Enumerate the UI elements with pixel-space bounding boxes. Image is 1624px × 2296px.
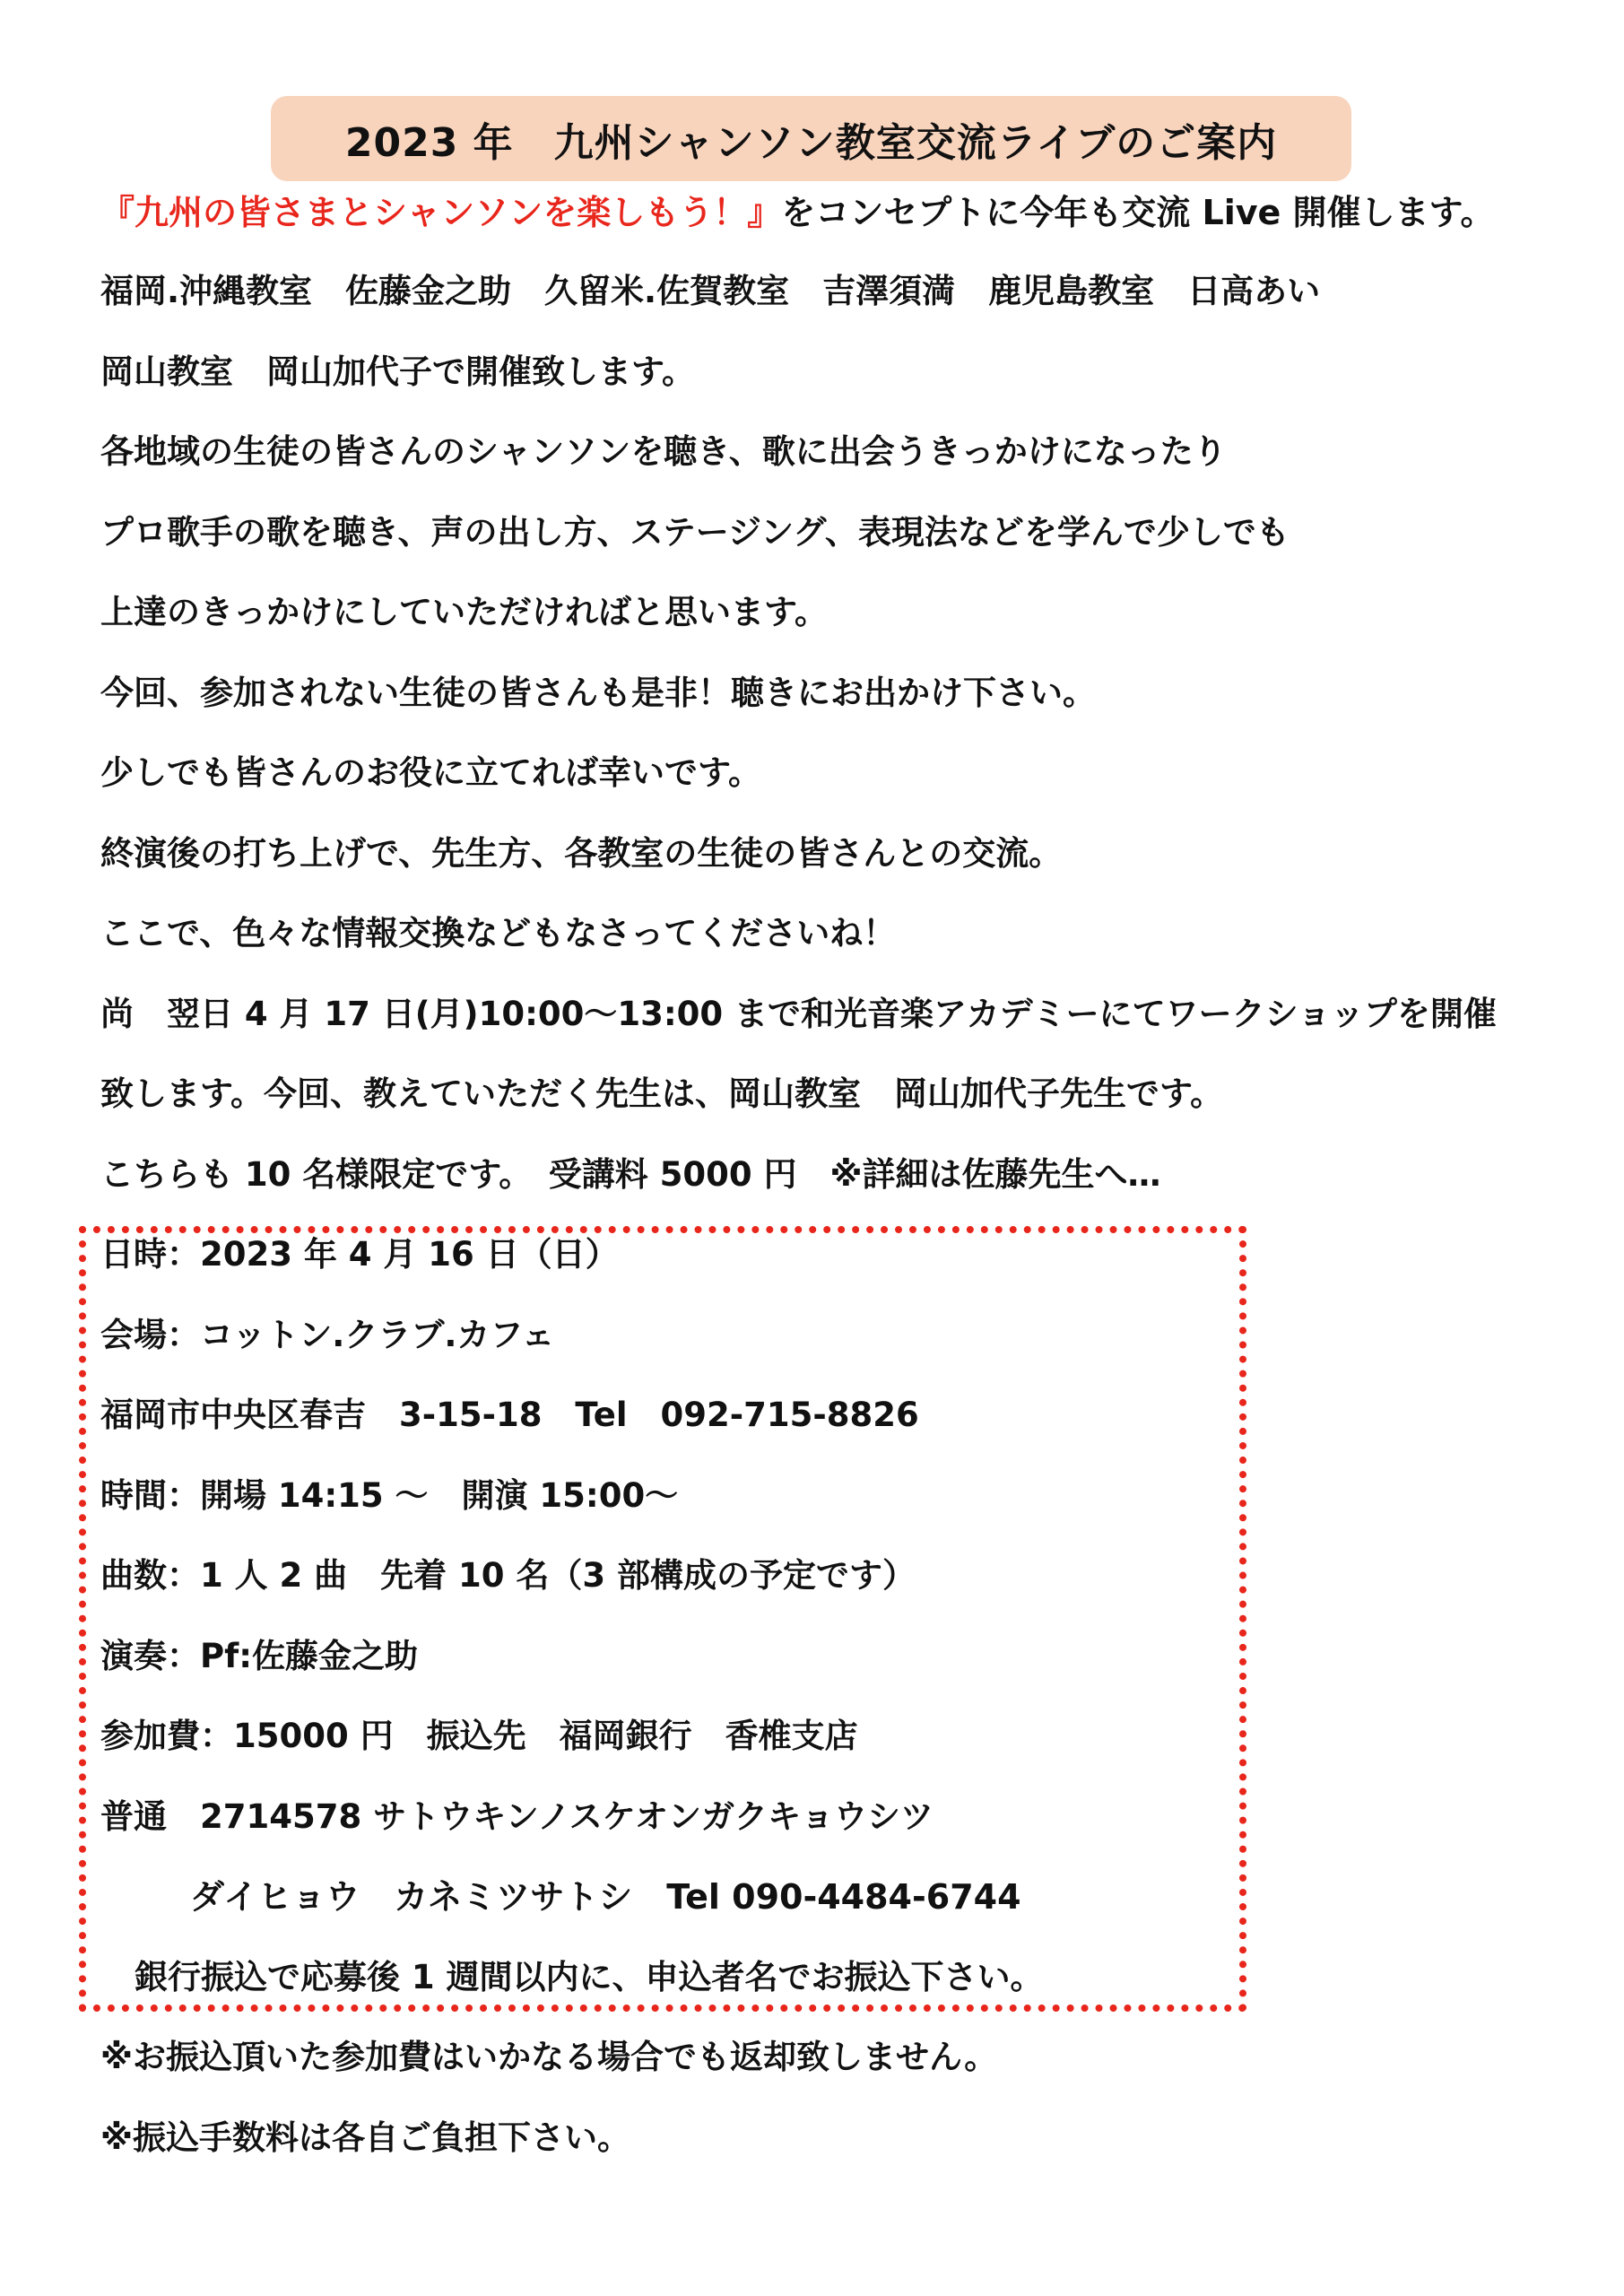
event-date: 日時：2023 年 4 月 16 日（日） (100, 1235, 619, 1274)
intro-line-1: 福岡.沖縄教室 佐藤金之助 久留米.佐賀教室 吉澤須満 鹿児島教室 日高あい (100, 272, 1321, 310)
title-banner (271, 96, 1351, 181)
event-performer: 演奏：Pf:佐藤金之助 (100, 1637, 419, 1675)
event-fee: 参加費：15000 円 振込先 福岡銀行 香椎支店 (100, 1717, 858, 1755)
intro-line-6: 今回、参加されない生徒の皆さんも是非！聴きにお出かけ下さい。 (100, 674, 1096, 712)
intro-line-3: 各地域の生徒の皆さんのシャンソンを聴き、歌に出会うきっかけになったり (100, 432, 1227, 471)
refund-note: ※お振込頂いた参加費はいかなる場合でも返却致しません。 (100, 2038, 998, 2076)
intro-line-11: 致します。今回、教えていただく先生は、岡山教室 岡山加代子先生です。 (100, 1074, 1224, 1113)
concept-slogan: 『九州の皆さまとシャンソンを楽しもう！』 (100, 193, 782, 232)
event-venue: 会場：コットン.クラブ.カフェ (100, 1316, 555, 1354)
intro-line-9: ここで、色々な情報交換などもなさってくださいね！ (100, 914, 897, 952)
event-address: 福岡市中央区春吉 3-15-18 Tel 092-715-8826 (100, 1396, 919, 1434)
contact-line: ダイヒョウ カネミツサトシ Tel 090-4484-6744 (190, 1877, 1021, 1917)
transfer-note: 銀行振込で応募後 1 週間以内に、申込者名でお振込下さい。 (135, 1958, 1044, 1996)
intro-line-5: 上達のきっかけにしていただければと思います。 (100, 593, 829, 631)
intro-line-10: 尚 翌日 4 月 17 日(月)10:00～13:00 まで和光音楽アカデミーにてワークショップを開催 (100, 995, 1497, 1033)
concept-line (100, 193, 1494, 234)
intro-line-12: こちらも 10 名様限定です。 受講料 5000 円 ※詳細は佐藤先生へ… (100, 1155, 1161, 1194)
intro-line-7: 少しでも皆さんのお役に立てれば幸いです。 (100, 753, 762, 792)
intro-line-2: 岡山教室 岡山加代子で開催致します。 (100, 352, 696, 391)
bank-account: 普通 2714578 サトウキンノスケオンガクキョウシツ (100, 1797, 934, 1836)
page-title: 2023 年 九州シャンソン教室交流ライブのご案内 (344, 119, 1278, 166)
intro-line-8: 終演後の打ち上げで、先生方、各教室の生徒の皆さんとの交流。 (100, 834, 1063, 873)
intro-line-4: プロ歌手の歌を聴き、声の出し方、ステージング、表現法などを学んで少しでも (100, 513, 1290, 552)
event-time: 時間：開場 14:15 ～ 開演 15:00～ (100, 1476, 679, 1515)
fee-note: ※振込手数料は各自ご負担下さい。 (100, 2118, 630, 2157)
event-songs: 曲数：1 人 2 曲 先着 10 名（3 部構成の予定です） (100, 1556, 916, 1595)
concept-rest: をコンセプトに今年も交流 Live 開催します。 (781, 193, 1495, 232)
